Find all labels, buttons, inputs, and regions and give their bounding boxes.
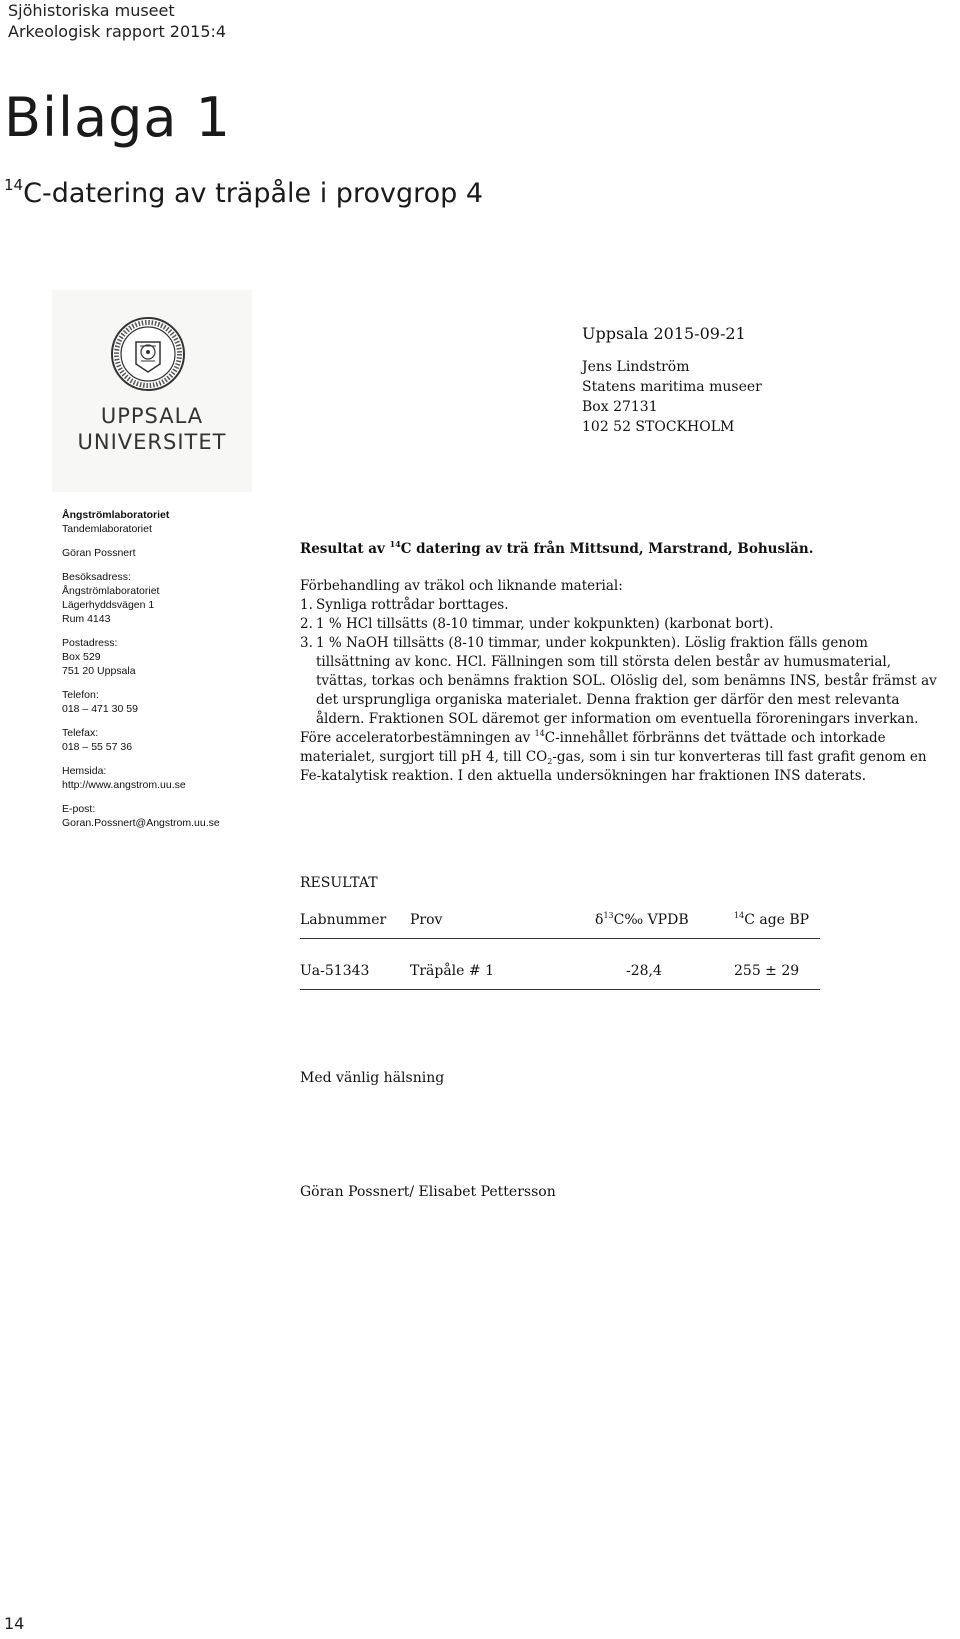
recipient-city: 102 52 STOCKHOLM: [582, 419, 735, 435]
table-row: [300, 963, 820, 985]
museum-name: Sjöhistoriska museet: [8, 1, 175, 20]
sender-sublab: Tandemlaboratoriet: [62, 523, 152, 535]
email-label: E-post:: [62, 803, 96, 815]
heading-post: C datering av trä från Mittsund, Marstrand, Bohuslän.: [400, 541, 814, 557]
recipient-address: [582, 324, 762, 437]
recipient-box: Box 27131: [582, 399, 658, 415]
table-header-row: [300, 912, 820, 934]
recipient-name: Jens Lindström: [582, 359, 690, 375]
step-text: 1 % HCl tillsätts (8-10 timmar, under kokpunkten) (karbonat bort).: [316, 616, 774, 632]
cell-age: 255 ± 29: [734, 963, 800, 979]
cell-delta: -28,4: [626, 963, 662, 979]
treatment-steps: [300, 596, 940, 729]
postal-address-line: Box 529: [62, 651, 101, 663]
university-name-line2: UNIVERSITET: [77, 430, 227, 454]
fax-label: Telefax:: [62, 727, 99, 739]
university-seal-icon: [110, 316, 186, 392]
phone-number: 018 – 471 30 59: [62, 703, 138, 715]
treatment-step: [300, 634, 940, 729]
email-address: Goran.Possnert@Angstrom.uu.se: [62, 817, 220, 829]
heading-pre: Resultat av: [300, 541, 390, 557]
sender-lab: Ångströmlaboratoriet: [62, 509, 170, 521]
website-url: http://www.angstrom.uu.se: [62, 779, 186, 791]
page-subtitle: [4, 177, 483, 211]
age-superscript: 14: [734, 911, 745, 920]
letter-date: Uppsala 2015-09-21: [582, 324, 746, 343]
cell-lab-number: Ua-51343: [300, 963, 370, 979]
age-unit: C age BP: [744, 912, 810, 928]
postal-address-line: 751 20 Uppsala: [62, 665, 136, 677]
closing-greeting: Med vänlig hälsning: [300, 1070, 445, 1086]
subtitle-superscript: 14: [4, 176, 24, 194]
results-title: RESULTAT: [300, 875, 378, 891]
delta-superscript: 13: [603, 911, 614, 920]
recipient-org: Statens maritima museer: [582, 379, 762, 395]
header-age: [734, 912, 809, 928]
running-head: [8, 0, 226, 42]
page-title: Bilaga 1: [4, 86, 232, 149]
para-c: -gas, som i sin tur konverteras till fast grafit genom en Fe-katalytisk reaktion. I den aktuella undersökningen har fraktionen INS daterats.: [300, 749, 927, 784]
step-number: 2.: [300, 616, 313, 632]
sender-details: [62, 508, 262, 840]
table-rule-bottom: [300, 989, 820, 990]
step-text: Synliga rottrådar borttages.: [316, 597, 509, 613]
step-text: 1 % NaOH tillsätts (8-10 timmar, under kokpunkten). Löslig fraktion fälls genom tillsättning av konc. HCl. Fällningen som till största delen består av humusmaterial, tvättas, torkas och benämns fraktion SOL. Olöslig del, som benämns INS, består främst av det ursprungliga organiska materialet. Denna fraktion ger därför den mest relevanta åldern. Fraktionen SOL däremot ger information om eventuella föroreningars inverkan.: [316, 635, 937, 727]
para-superscript: 14: [534, 729, 545, 738]
para-a: Före acceleratorbestämningen av: [300, 730, 535, 746]
letter-body: [300, 540, 940, 786]
postal-address-label: Postadress:: [62, 637, 118, 649]
cell-sample: Träpåle # 1: [410, 963, 494, 979]
header-delta: [595, 912, 689, 928]
treatment-step: [300, 615, 940, 634]
website-label: Hemsida:: [62, 765, 107, 777]
letter-heading: [300, 540, 940, 559]
signature-names: Göran Possnert/ Elisabet Pettersson: [300, 1184, 556, 1200]
results-table: [300, 912, 820, 990]
visit-address-line: Lägerhyddsvägen 1: [62, 599, 155, 611]
fax-number: 018 – 55 57 36: [62, 741, 133, 753]
sender-person: Göran Possnert: [62, 547, 136, 559]
para-subscript: 2: [547, 757, 553, 766]
visit-address-line: Ångströmlaboratoriet: [62, 585, 160, 597]
treatment-title: Förbehandling av träkol och liknande material:: [300, 578, 623, 594]
header-lab-number: Labnummer: [300, 912, 387, 928]
treatment-step: [300, 596, 940, 615]
heading-superscript: 14: [389, 539, 401, 549]
scanned-letter: [52, 290, 956, 1275]
delta-unit: C‰ VPDB: [613, 912, 689, 928]
subtitle-text: C-datering av träpåle i provgrop 4: [23, 178, 484, 209]
visit-address-line: Rum 4143: [62, 613, 111, 625]
phone-label: Telefon:: [62, 689, 99, 701]
step-number: 3.: [300, 635, 313, 651]
page-number: 14: [4, 1614, 25, 1633]
report-id: Arkeologisk rapport 2015:4: [8, 22, 227, 41]
para-b: C-innehållet förbränns det tvättade och intorkade materialet, surgjort till pH 4, till CO: [300, 730, 886, 765]
university-name-line1: UPPSALA: [100, 404, 204, 428]
method-paragraph: [300, 729, 940, 786]
header-sample: Prov: [410, 912, 443, 928]
delta-symbol: δ: [595, 912, 604, 928]
step-number: 1.: [300, 597, 313, 613]
visit-address-label: Besöksadress:: [62, 571, 131, 583]
university-logo: [52, 290, 252, 492]
